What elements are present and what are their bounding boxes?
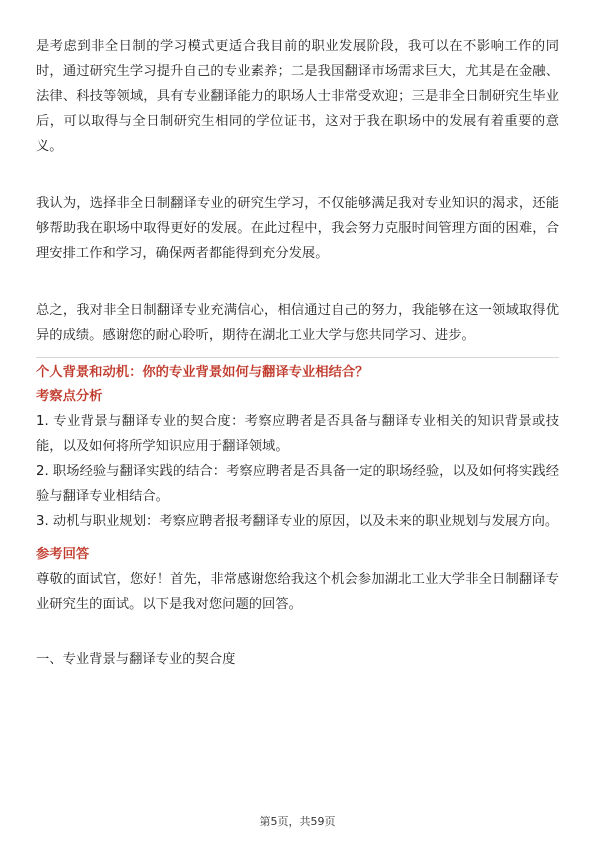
answer-heading: 参考回答 bbox=[36, 547, 90, 562]
page-content bbox=[36, 34, 559, 672]
section-divider bbox=[36, 357, 559, 358]
answer-section-heading: 一、专业背景与翻译专业的契合度 bbox=[36, 652, 236, 667]
intro-paragraph-2: 我认为，选择非全日制翻译专业的研究生学习，不仅能够满足我对专业知识的渴求，还能够帮助我在职场中取得更好的发展。在此过程中，我会努力克服时间管理方面的困难，合理安排工作和学习，确保两者都能得到充分发展。 bbox=[36, 196, 559, 261]
section-gap bbox=[36, 534, 559, 543]
paragraph-gap bbox=[36, 159, 559, 191]
intro-paragraph-3: 总之，我对非全日制翻译专业充满信心，相信通过自己的努力，我能够在这一领域取得优异的成绩。感谢您的耐心聆听，期待在湖北工业大学与您共同学习、进步。 bbox=[36, 303, 559, 343]
interview-question: 个人背景和动机：你的专业背景如何与翻译专业相结合？ bbox=[36, 365, 369, 380]
page-number-footer: 第5页，共59页 bbox=[259, 815, 336, 828]
answer-paragraph-1: 尊敬的面试官，您好！首先，非常感谢您给我这个机会参加湖北工业大学非全日制翻译专业研究生的面试。以下是我对您问题的回答。 bbox=[36, 572, 559, 612]
intro-paragraph-1: 是考虑到非全日制的学习模式更适合我目前的职业发展阶段，我可以在不影响工作的同时，通过研究生学习提升自己的专业素养；二是我国翻译市场需求巨大，尤其是在金融、法律、科技等领域，具有专业翻译能力的职场人士非常受欢迎；三是非全日制研究生毕业后，可以取得与全日制研究生相同的学位证书，这对于我在职场中的发展有着重要的意义。 bbox=[36, 39, 559, 154]
analysis-item-1: 1. 专业背景与翻译专业的契合度：考察应聘者是否具备与翻译专业相关的知识背景或技能，以及如何将所学知识应用于翻译领域。 bbox=[36, 414, 559, 454]
analysis-item-3: 3. 动机与职业规划：考察应聘者报考翻译专业的原因，以及未来的职业规划与发展方向。 bbox=[36, 514, 559, 529]
analysis-item-2: 2. 职场经验与翻译实践的结合：考察应聘者是否具备一定的职场经验，以及如何将实践经验与翻译专业相结合。 bbox=[36, 464, 559, 504]
paragraph-gap bbox=[36, 266, 559, 298]
analysis-heading: 考察点分析 bbox=[36, 389, 103, 404]
paragraph-gap bbox=[36, 617, 559, 647]
